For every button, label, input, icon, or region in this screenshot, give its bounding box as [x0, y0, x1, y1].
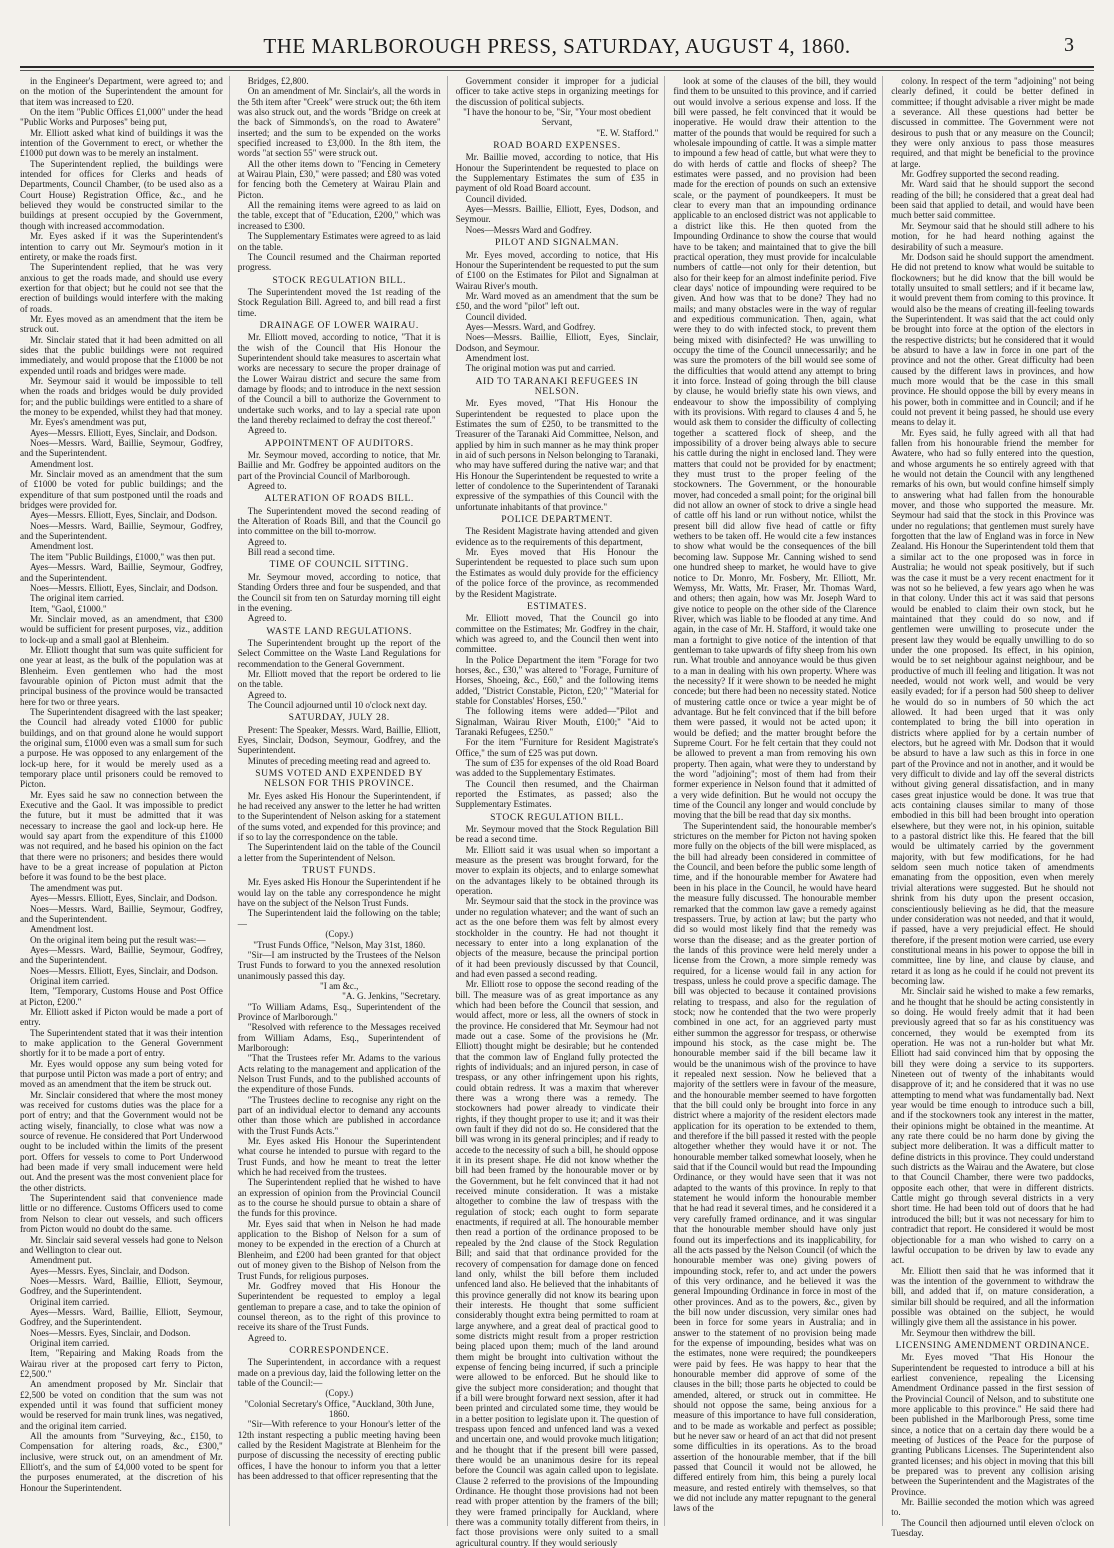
column-4 [673, 76, 883, 1526]
paragraph: Agreed to. [247, 689, 287, 700]
paragraph: Mr. Ward moved as an amendment that the sum be £50, and the word "pilot" left out. [455, 290, 659, 312]
paragraph: An amendment proposed by Mr. Sinclair that £2,500 be voted on condition that the sum was not expended until it was found that sufficient money would be reserved for main trunk lines, was negatived, and the original item carried. [20, 1379, 223, 1431]
paragraph: "To William Adams, Esq., Superintendent of the Province of Marlborough." [237, 1001, 441, 1022]
paragraph: The Superintendent said, the honourable member's strictures on the member for Picton not having spoken more fully on the objects of the bill were misplaced, as the bill had already been considered in committee of the Council, and been before the public some length of time, and if the honourable member for Awatere had been in his place in the Council, he would have heard the measure fully discussed. The honourable member remarked that the common law gave a remedy against trespassers. True, by action at law; but the party who did so would most likely find that the remedy was worse than the disease; and as the greater portion of the lands of this province were held merely under a license from the Crown, a more simple remedy was required, for a license would fail in any action for trespass, unless he could prove a specific damage. The bill was objected to because it contained provisions relating to trespass, and also for the regulation of stock; now he contended that the two were properly combined in one act, for an aggrieved party must either summon the aggressor for trespass, or otherwise impound his stock, as the case might be. The honourable member said if the bill became law it would be the unanimous wish of the province to have it repealed next session. Now he believed that a majority of the settlers were in favour of the measure, and the honourable member seemed to have forgotten that the bill could only be brought into force in any district where a majority of the resident electors made application for its operation to be extended to them, and therefore if the bill passed it rested with the people altogether whether they would have it or not. The honourable member talked somewhat loosely, when he said that if the Council would but read the Impounding Ordinance, or they would have seen that it was not adapted to the wants of this province. In reply to that statement he would inform the honourable member that he had read it several times, and he considered it a very carefully framed ordinance, and it was singular that the honourable member should have only just found out its imperfections and its inapplicability, for all the acts passed by the Nelson Council (of which the honourable member was one) giving powers of impounding stock, refer to, and act under the powers of this very ordinance, and he believed it was the general Impounding Ordinance in force in most of the other provinces. And as to the powers, &c., given by the bill now under discussion, very similar ones had been in force for some years in Australia; and in answer to the statement of no provision being made for the expense of impounding, besides what was on the estimates, none were required; the poundkeepers were paid by fees. He was happy to hear that the honourable member did approve of some of the clauses in the bill; those parts he objected to could be amended, altered, or struck out in committee. He should not oppose the same, being anxious for a measure of this importance to have full consideration, and to be made as workable and perfect as possible; but he never saw or heard of an act that did not present some difficulties in its operations. As to the broad assertion of the honourable member, that if the bill passed that Council it would not be allowed, he differed entirely from him, this being a purely local measure, and rested entirely with themselves, so that we did not include any matter repugnant to the general laws of the [673, 820, 877, 1514]
paragraph: Mr. Godfrey moved that His Honour the Superintendent be requested to employ a legal gentleman to prepare a case, and to take the opinion of counsel thereon, as to the right of this province to receive its share of the Trust Funds. [237, 1280, 441, 1333]
paragraph: Mr. Elliott rose to oppose the second reading of the bill. The measure was of as great importance as any which had been before the Council that session, and would affect, more or less, all the owners of stock in the province. He considered that Mr. Seymour had not made out a case. Some of the provisions he (Mr. Elliott) thought might be desirable; but he contended that the common law of England fully protected the rights of individuals; and an injured person, in case of trespass, or any other infringement upon his rights, could obtain redress. It was a maxim that wherever there was a wrong there was a remedy. The stockowners had power already to vindicate their rights, if they thought proper to use it; and it was their own fault if they did not do so. He considered that the bill was wrong in its general principles; and if ready to accede to the necessity of such a bill, he should oppose it in its present shape. He did not know whether the bill had been framed by the honourable mover or by the Government, but he felt convinced that it had not received minute consideration. It was a mistake altogether to combine the law of trespass with the regulation of stock; each ought to form separate enactments, if required at all. The honourable member then read a portion of the ordinance proposed to be repealed by the 2nd clause of the Stock Regulation Bill; and said that that ordinance provided for the recovery of compensation for damage done on fenced land only, whilst the bill before them included unfenced land also. He believed that the inhabitants of this province generally did not know its bearing upon their interests. He thought that some sufficient considerably thought extra being permitted to roam at large anywhere, and a great deal of practical good to some districts might result from a proper restriction being placed upon them; much of the land around them might be brought into cultivation without the expense of fencing being incurred, if such a principle were allowed to be enforced. But he should like to give the subject more consideration; and thought that if a bill were brought forward next session, after it had been printed and circulated some time, they would be in a better position to legislate upon it. The question of trespass upon fenced and unfenced land was a vexed and uncertain one, and would provoke much litigation; and he thought that if the present bill were passed, there would be an unanimous desire for its repeal before the Council was again called upon to legislate. Clause 2 referred to the provisions of the Impounding Ordinance. He thought those provisions had not been read with proper attention by the framers of the bill; they were framed principally for Auckland, where there was a community totally different from theirs, in fact those provisions were only suited to a small agricultural country. If they would seriously [455, 979, 659, 1548]
paragraph: Item, "Gaol, £1000." [30, 603, 107, 614]
paragraph: Noes—Messrs. Baillie, Elliott, Eyes, Sinclair, Dodson, and Seymour. [455, 332, 659, 353]
paragraph: "I have the honour to be, "Sir, "Your most obedient Servant, [463, 107, 651, 128]
paragraph: Bridges, £2,800. [247, 76, 309, 86]
paragraph: The Council then resumed, and the Chairman reported the Estimates, as passed; also the Supplementary Estimates. [455, 778, 659, 810]
paragraph: Mr. Elliott thought that sum was quite sufficient for one year at least, as the bulk of the population was at Blenheim. Even gentlemen who had the most favourable opinion of Picton must admit that the principal business of the province would be transacted here for two or three years. [20, 644, 223, 707]
newspaper-title: THE MARLBOROUGH PRESS, SATURDAY, AUGUST 4, 1860. [263, 34, 851, 58]
paragraph: Mr. Dodson said he should support the amendment. He did not pretend to know what would be suitable to flockowners; but he did know that the bill would be totally unsuited to small settlers; and if it became law, it would prevent them from coming to this province. It would also be the means of creating ill-feeling towards the Superintendent. It was said that the act could only be brought into force at the option of the electors in the respective districts; but he considered that it would be absurd to have a law in force in one part of the province and not the other. Great difficulty had been caused by the different laws in provinces, and how much more would that be the case in this small province. He should oppose the bill by every means in his power, both in committee and in Council; and if he could not prevent it being passed, he should use every means to delay it. [891, 251, 1094, 428]
paragraph: Mr. Eyes moved as an amendment that the item be struck out. [20, 313, 223, 335]
paragraph: Amendment put. [30, 1255, 92, 1266]
paragraph: Amendment lost. [465, 352, 529, 363]
paragraph: Government consider it improper for a judicial officer to take active steps in organizing meetings for the discussion of political subjects. [455, 76, 659, 107]
paragraph: Mr. Eyes said that when in Nelson he had made application to the Bishop of Nelson for a sum of money to be expended in the erection of a Church at Blenheim, and £200 had been granted for that object out of money given to the Bishop of Nelson from the Trust Funds, for religious purposes. [237, 1218, 441, 1281]
paragraph: Agreed to. [247, 1332, 287, 1343]
paragraph: Agreed to. [247, 613, 287, 624]
paragraph: Mr. Ward said that he should support the second reading of the bill; he considered that a great deal had been said that applied to detail, and would have been much better said committee. [891, 179, 1094, 221]
paragraph: Ayes—Messrs. Elliott, Eyes, Sinclair, and Dodson. [30, 427, 218, 438]
paragraph: The amendment was put. [30, 882, 123, 893]
paragraph: (Copy.) [325, 929, 354, 940]
paragraph: All the other items down to "Fencing in Cemetery at Wairau Plain, £30," were passed; and £80 was voted for fencing both the Cemetery at Wairau Plain and Picton. [237, 158, 441, 200]
paragraph: Mr. Elliott moved, according to notice, "That it is the wish of the Council that His Honour the Superintendent should take measures to ascertain what works are necessary to secure the proper drainage of the Lower Wairau district and secure the same from damage by floods; and to introduce in the next session of the Council a bill to authorize the Government to undertake such works, and to lay a special rate upon the land thereby reclaimed to defray the cost thereof." [237, 332, 441, 425]
paragraph: Item, "Repairing and Making Roads from the Wairau river at the proposed cart ferry to Picton, £2,500." [20, 1348, 223, 1379]
paragraph: Minutes of preceding meeting read and agreed to. [247, 755, 431, 766]
paragraph: "The Trustees decline to recognise any right on the part of an individual elector to demand any accounts other than those which are published in accordance with the Trust Funds Acts." [237, 1094, 441, 1136]
paragraph: The Superintendent replied, that he was very anxious to get the roads made, and should use every exertion for that object; but he could not see that the erection of buildings would interfere with the making of roads. [20, 262, 223, 314]
paragraph: Mr. Sinclair said he wished to make a few remarks, and he thought that he should be acting consistently in so doing. He would freely admit that it had been previously agreed that so far as his constituency was concerned, they would be exempted from its operation. He was not a run-holder but what Mr. Elliott had said convinced him that by opposing the bill they were doing a service to its supporters. Nineteen out of twenty of the inhabitants would disapprove of it; and he considered that it was no use attempting to mend what was fundamentally bad. Next year would be time enough to introduce such a bill, and if the stockowners took any interest in the matter, their opinions might be obtained in the meantime. At any rate there could be no harm done by giving the subject more deliberation. It was a difficult matter to define districts in this province. They could understand such districts as the Wairau and the Awatere, but close to that Council Chamber, there were two paddocks, opposite each other, that were in different districts. Cattle might go through several districts in a very short time. He had been told out of doors that he had introduced the bill; but it was not necessary for him to contradict that report. He considered it would be most objectionable for a man who wished to carry on a lawful occupation to be driven by law to evade any act. [891, 986, 1094, 1266]
paragraph: Agreed to. [247, 425, 287, 436]
paragraph: Ayes—Messrs. Elliott, Eyes, Sinclair, and Dodson. [30, 510, 218, 521]
paragraph: The Resident Magistrate having attended and given evidence as to the requirements of this department, [455, 526, 659, 547]
paragraph: For the item "Furniture for Resident Magistrate's Office," the sum of £25 was put down. [455, 737, 659, 758]
paragraph: Mr. Seymour said it would be impossible to tell when the roads and bridges would be duly provided for; and the public buildings were entitled to a share of the money to be expended, whilst they had that money. [20, 375, 223, 417]
paragraph: Ayes—Messrs. Baillie, Elliott, Eyes, Dodson, and Seymour. [455, 204, 659, 225]
paragraph: Mr. Elliott said it was usual when so important a measure as the present was brought forward, for the mover to explain its objects, and to enlarge somewhat on the advantages likely to be obtained through its operation. [455, 844, 659, 897]
paragraph: Mr. Eyes would oppose any sum being voted for that purpose until Picton was made a port of entry; and moved as an amendment that the item be struck out. [20, 1058, 223, 1090]
section-heading: SUMS VOTED AND EXPENDED BY NELSON FOR THIS PROVINCE. [255, 768, 424, 790]
paragraph: Ayes—Messrs. Eyes, Sinclair, and Dodson. [30, 1265, 190, 1276]
paragraph: Noes—Messrs. Ward, Baillie, Seymour, Godfrey, and the Superintendent. [20, 903, 223, 924]
paragraph: Mr. Eyes moved that His Honour the Superintendent be requested to place such sum upon the Estimates as would duly provide for the efficiency of the police force of the province, as recommended by the Resident Magistrate. [455, 547, 659, 599]
paragraph: Mr. Eyes asked His Honour the Superintendent if he would lay on the table any correspondence he might have on the subject of the Nelson Trust Funds. [237, 877, 441, 909]
column-3 [455, 76, 666, 1548]
paragraph: Council divided. [465, 311, 527, 322]
paragraph: "Sir—I am instructed by the Trustees of the Nelson Trust Funds to forward to you the annexed resolution unanimously passed this day. [237, 949, 441, 981]
section-heading: ALTERATION OF ROADS BILL. [264, 493, 414, 505]
paragraph: The Superintendent brought up the report of the Select Committee on the Waste Land Regulations for recommendation to the General Government. [237, 637, 441, 669]
paragraph: Mr. Elliott moved, That the Council go into committee on the Estimates; Mr. Godfrey in the chair, which was agreed to, and the Council then went into committee. [455, 613, 659, 655]
paragraph: Mr. Eyes said, he fully agreed with all that had fallen from his honourable friend the member for Awatere, who had so fully entered into the question, and whose arguments he so entirely agreed with that he would not detain the Council with any lengthened remarks of his own, but would confine himself simply to answering what had fallen from the honourable mover, and those who supported the measure. Mr. Seymour had said that the stock in this Province was under no regulations; that gentlemen must surely have forgotten that the law of England was in force in New Zealand. His Honour the Superintendent told them that a similar act to the one proposed was in force in Australia; he would not speak positively, but if such was the case it must be a very recent enactment for it was not so he believed, a few years ago when he was in that colony. Under this act it was said that persons would be enabled to claim their own stock, but he maintained that they could do so now, and if gentlemen were unwilling to prosecute under the present law they would be equally unwilling to do so under the one proposed. Its effect, in his opinion, would be to set neighbour against neighbour, and be productive of much ill feeling and litigation. It was not needed, would not work well, and would be very easily evaded; for if a person had 500 sheep to deliver he would do so in numbers of 50 which the act allowed. It had been urged that it was only contemplated to bring the bill into operation in districts where applied for by a certain number of electors, but he agreed with Mr. Dodson that it would be absurd to have a law such as this in force in one part of the Province and not in another, and it would be very difficult to divide and lay off the several districts without giving general dissatisfaction, and in many cases great injustice would be done. It was true that acts containing clauses similar to many of those embodied in this bill had been brought into operation elsewhere, but they were not, in his opinion, suitable to a pastoral district like this. He feared that the bill would be ultimately carried by the government majority, with but few modifications, for he had seldom seen much notice taken of amendments emanating from the opposition, even when merely trivial alterations were suggested. But he should not shrink from his duty upon the present occasion, conscientiously believing as he did, that the measure under consideration was not needed, and that it would, if passed, have a very prejudicial effect. He should therefore, if the present motion were carried, use every constitutional means in his power to oppose the bill in committee, line by line, and clause by clause, and retard it as long as he could if he could not prevent its becoming law. [891, 427, 1094, 986]
paragraph: Mr. Eyes asked His Honour the Superintendent, if he had received any answer to the letter he had written to the Superintendent of Nelson asking for a statement of the sums voted, and expended for this province; and if so to lay the correspondence on the table. [237, 790, 441, 843]
paragraph: Ayes—Messrs. Elliott, Eyes, Sinclair, and Dodson. [30, 893, 218, 904]
paragraph: The Superintendent replied that he wished to have an expression of opinion from the Provincial Council as to the course he should pursue to obtain a share of the funds for this province. [237, 1177, 441, 1219]
paragraph: The Superintendent, in accordance with a request made on a previous day, laid the following letter on the table of the Council:— [237, 1357, 441, 1388]
section-heading: STOCK REGULATION BILL. [490, 811, 624, 823]
paragraph: Mr. Eyes moved, according to notice, that His Honour the Superintendent be requested to put the sum of £100 on the Estimates for Pilot and Signalman at Wairau River's mouth. [455, 249, 659, 291]
paragraph: Mr. Elliott then said that he was informed that it was the intention of the government to withdraw the bill, and added that if, on mature consideration, a similar bill should be required, and all the information possible was obtained on the subject, he would willingly give them all the assistance in his power. [891, 1265, 1094, 1328]
paragraph: Council divided. [465, 193, 527, 204]
paragraph: The following items were added—"Pilot and Signalman, Wairau River Mouth, £100;" "Aid to Taranaki Refugees, £250." [455, 706, 659, 737]
paragraph: The original item carried. [30, 593, 124, 604]
paragraph: Mr. Eyes moved, "That His Honour the Superintendent be requested to place upon the Estimates the sum of £250, to be transmitted to the Treasurer of the Taranaki Aid Committee, Nelson, and applied by him in such manner as he may think proper in aid of such persons in Nelson belonging to Taranaki, who may have suffered during the native war; and that His Honour the Superintendent be requested to write a letter of condolence to the Superintendent of Taranaki expressive of the sympathies of this Council with the unfortunate inhabitants of that province." [455, 398, 659, 512]
paragraph: The Superintendent said that convenience made little or no difference. Customs Officers used to come from Nelson to clear out vessels, and such officers from Picton would no doubt do the same. [20, 1193, 223, 1235]
paragraph: Mr. Eyes asked His Honour the Superintendent what course he intended to pursue with regard to the Trust Funds, and how he meant to treat the letter which he had received from the trustees. [237, 1136, 441, 1178]
paragraph: All the amounts from "Surveying, &c., £150, to Compensation for altering roads, &c., £300," inclusive, were struck out, on an amendment of Mr. Elliott's, and the sum of £4,000 voted to be spent for the purposes enumerated, at the discretion of his Honour the Superintendent. [20, 1431, 223, 1493]
paragraph: Mr. Baillie seconded the motion which was agreed to. [891, 1497, 1094, 1518]
paragraph: In the Police Department the item "Forage for two horses, &c., £30," was altered to "Forage, Furniture of Horses, Shoeing, &c., £60," and the following items added, "District Constable, Picton, £20;" "Material for stable for Constables' Horses, £50." [455, 654, 659, 706]
paragraph: Mr. Eyes said he saw no connection between the Executive and the Gaol. It was impossible to predict the future, but it must be admitted that it was necessary to increase the gaol and lock-up here. He would say apart from the expenditure of this £1000 was not required, and he based his opinion on the fact that there were no prisoners; and besides there would have to be a great increase of population at Picton before it was found to be the best place. [20, 789, 223, 883]
paragraph: Mr. Seymour said that the stock in the province was under no regulation whatever; and the want of such an act as the one before them was felt by almost every stockholder in the country. He had not thought it necessary to enter into a long explanation of the objects of the measure, because the principal portion of it had been previously discussed by that Council, and had even passed a second reading. [455, 896, 659, 979]
paragraph: Amendment lost. [30, 541, 94, 552]
section-heading: CORRESPONDENCE. [289, 1344, 390, 1356]
paragraph: The Superintendent moved the second reading of the Alteration of Roads Bill, and that the Council go into committee on the bill to-morrow. [237, 505, 441, 537]
paragraph: Amendment lost. [30, 458, 94, 469]
section-heading: STOCK REGULATION BILL. [272, 274, 407, 286]
paragraph: colony. In respect of the term "adjoining" not being clearly defined, it could be better defined in committee; if thought advisable a river might be made a severance. All these questions had better be discussed in committee. The Government were not desirous to push that or any measure on the Council; they were only anxious to pass those measures required, and that might be beneficial to the province at large. [891, 76, 1094, 169]
paragraph: On the original item being put the result was:— [30, 934, 206, 945]
paragraph: Mr. Eyes's amendment was put, [30, 417, 147, 428]
paragraph: All the remaining items were agreed to as laid on the table, except that of "Education, £200," which was increased to £300. [237, 200, 441, 231]
paragraph: The Superintendent stated that it was their intention to make application to the General Government shortly for it to be made a port of entry. [20, 1027, 223, 1059]
paragraph: Mr. Seymour then withdrew the bill. [901, 1327, 1036, 1338]
paragraph: Mr. Sinclair stated that it had been admitted on all sides that the public buildings were not required immediately, and would propose that the £1000 be not expended until roads and bridges were made. [20, 334, 223, 376]
paragraph: The Supplementary Estimates were agreed to as laid on the table. [237, 231, 441, 252]
section-heading: WASTE LAND REGULATIONS. [266, 625, 413, 637]
paragraph: The sum of £35 for expenses of the old Road Board was added to the Supplementary Estimates. [455, 758, 659, 779]
paragraph: Bill read a second time. [247, 547, 335, 558]
paragraph: Mr. Elliott asked what kind of buildings it was the intention of the Government to erect, or whether the £1000 put down was to be merely an instalment. [20, 127, 223, 159]
paragraph: "Resolved with reference to the Messages received from William Adams, Esq., Superintendent of Marlborough: [237, 1022, 441, 1053]
paragraph: Noes—Messrs. Eyes, Sinclair, and Dodson. [30, 1327, 191, 1338]
section-heading: TIME OF COUNCIL SITTING. [269, 559, 409, 571]
paragraph: Mr. Sinclair moved, as an amendment, that £300 would be sufficient for present purposes, viz., addition to lock-up and a small gaol at Blenheim. [20, 613, 223, 645]
paragraph: Item, "Temporary, Customs House and Post Office at Picton, £200." [20, 986, 223, 1007]
section-heading: AID TO TARANAKI REFUGEES IN NELSON. [475, 375, 639, 397]
paragraph: Amendment lost. [30, 924, 94, 935]
section-heading: ESTIMATES. [526, 600, 588, 612]
paragraph: Original item carried. [30, 1337, 110, 1348]
paragraph: Mr. Elliott moved that the report be ordered to lie on the table. [237, 668, 441, 690]
paragraph: The Council resumed and the Chairman reported progress. [237, 251, 441, 273]
paragraph: "Trust Funds Office, "Nelson, May 31st, 1860. [253, 939, 426, 950]
paragraph: The Superintendent laid on the table of the Council a letter from the Superintendent of Nelson. [237, 842, 441, 863]
paragraph: Mr. Seymour moved, according to notice, that Mr. Baillie and Mr. Godfrey be appointed auditors on the part of the Provincial Council of Marlborough. [237, 450, 441, 481]
paragraph: The Superintendent laid the following on the table;— [237, 908, 441, 929]
paragraph: Noes—Messrs. Elliott, Eyes, Sinclair, and Dodson. [30, 582, 218, 593]
section-heading: SATURDAY, JULY 28. [288, 712, 390, 724]
paragraph: The Council adjourned until 10 o'clock next day. [247, 699, 427, 710]
paragraph: Present: The Speaker, Messrs. Ward, Baillie, Elliott, Eyes, Sinclair, Dodson, Seymour, Godfrey, and the Superintendent. [237, 724, 441, 756]
paragraph: Ayes—Messrs. Ward, Baillie, Elliott, Seymour, Godfrey, and the Superintendent. [20, 1306, 223, 1328]
paragraph: The original motion was put and carried. [465, 363, 616, 374]
paragraph: "Colonial Secretary's Office, "Auckland, 30th June, 1860. [244, 1398, 435, 1419]
paragraph: Original item carried. [30, 1296, 110, 1307]
section-heading: TRUST FUNDS. [302, 865, 377, 877]
paragraph: Mr. Sinclair said several vessels had gone to Nelson and Wellington to clear out. [20, 1234, 223, 1255]
paragraph: Agreed to. [247, 536, 287, 547]
paragraph: in the Engineer's Department, were agreed to; and on the motion of the Superintendent the amount for that item was increased to £20. [20, 76, 223, 107]
header-rule [20, 66, 1094, 68]
paragraph: "E. W. Stafford." [596, 127, 659, 138]
paragraph: Noes—Messrs Ward and Godfrey. [465, 224, 592, 235]
paragraph: On the item "Public Offices £1,000" under the head "Public Works and Purposes" being put, [20, 107, 223, 128]
paragraph: Mr. Seymour moved, according to notice, that Standing Orders three and four be suspended, and that the Council sit from ten on Saturday morning till eight in the evening. [237, 571, 441, 613]
paragraph: The Superintendent disagreed with the last speaker; the Council had already voted £1000 for public buildings, and on that ground alone he would support the original sum, £1000 even was a small sum for such a purpose. He was opposed to any enlargement of the lock-up here, for it would be merely used as a temporary place until prisoners could be removed to Picton. [20, 706, 223, 790]
paragraph: Mr. Eyes moved "That His Honour the Superintendent be requested to introduce a bill at his earliest convenience, repealing the Licensing Amendment Ordinance passed in the first session of the Provincial Council of Nelson, and to substitute one more applicable to this province." He said there had been published in the Marlborough Press, some time since, a notice that on a certain day there would be a meeting of Justices of the Peace for the purpose of granting Publicans Licenses. The Superintendent also granted licenses; and his object in moving that this bill be prepared was to prevent any collision arising between the Superintendent and the Magistrates of the Province. [891, 1352, 1094, 1497]
paragraph: Mr. Eyes asked if it was the Superintendent's intention to carry out Mr. Seymour's motion in it entirety, or make the roads first. [20, 231, 223, 262]
paragraph: Mr. Sinclair considered that where the most money was received for customs duties was the place for a port of entry; and that the Government would not be acting wisely, financially, to close what was now a source of revenue. He considered that Port Underwood ought to be included within the limits of the present port. Offers for vessels to come to Port Underwood had been made if very small inducement were held out. And the present was the most convenient place for the other districts. [20, 1089, 223, 1193]
paragraph: The Superintendent moved the 1st reading of the Stock Regulation Bill. Agreed to, and bill read a first time. [237, 286, 441, 318]
paragraph: Noes—Messrs. Ward, Baillie, Seymour, Godfrey, and the Superintendent. [20, 520, 223, 542]
section-heading: POLICE DEPARTMENT. [501, 514, 613, 526]
paragraph: Ayes—Messrs. Ward, and Godfrey. [465, 321, 596, 332]
paragraph: (Copy.) [325, 1388, 354, 1399]
paragraph: Ayes—Messrs. Ward, Baillie, Seymour, Godfrey, and the Superintendent. [20, 944, 223, 966]
paragraph: "I am &c., [319, 980, 359, 991]
paragraph: Mr. Baillie moved, according to notice, that His Honour the Superintendent be requested to place on the Supplementary Estimates the sum of £35 in payment of old Road Board account. [455, 152, 659, 194]
masthead [0, 34, 1114, 64]
paragraph: "Sir—With reference to your Honour's letter of the 12th instant respecting a public meeting having been called by the Resident Magistrate at Blenheim for the purpose of discussing the necessity of erecting public offices, I have the honour to inform you that a letter has been addressed to that officer representing that the [237, 1419, 441, 1482]
section-heading: LICENSING AMENDMENT ORDINANCE. [895, 1339, 1090, 1351]
section-heading: ROAD BOARD EXPENSES. [493, 140, 621, 152]
paragraph: The Superintendent replied, the buildings were intended for offices for Clerks and heads of Departments, Council Chamber, (to be used also as a Court House) Registration Office, &c., and he believed they would be constructed similar to the buildings at present occupied by the Government, though with increased accommodation. [20, 158, 223, 231]
paragraph: Mr. Sinclair moved as an amendment that the sum of £1000 be voted for public buildings; and the expenditure of that sum postponed until the roads and bridges were provided for. [20, 469, 223, 511]
paragraph: Original item carried. [30, 975, 110, 986]
paragraph: Noes—Messrs. Elliott, Eyes, Sinclair, and Dodson. [30, 965, 218, 976]
header-rule-thin [20, 70, 1094, 71]
section-heading: DRAINAGE OF LOWER WAIRAU. [259, 319, 419, 331]
paragraph: "That the Trustees refer Mr. Adams to the various Acts relating to the management and application of the Nelson Trust Funds, and to the published accounts of the expenditure of those Funds. [237, 1053, 441, 1095]
paragraph: Agreed to. [247, 481, 287, 492]
paragraph: The Council then adjourned until eleven o'clock on Tuesday. [891, 1517, 1094, 1539]
paragraph: Noes—Messrs. Ward, Baillie, Elliott, Seymour, Godfrey, and the Superintendent. [20, 1275, 223, 1297]
paragraph: Mr. Elliott asked if Picton would be made a port of entry. [20, 1006, 223, 1028]
column-5 [891, 76, 1094, 1539]
paragraph: Noes—Messrs. Ward, Baillie, Seymour, Godfrey, and the Superintendent. [20, 438, 223, 459]
columns [20, 76, 1094, 1548]
paragraph: Mr. Seymour said that he should still adhere to his motion, for he had heard nothing against the desirability of such a measure. [891, 220, 1094, 252]
paragraph: Mr. Godfrey supported the second reading. [901, 169, 1060, 180]
section-heading: APPOINTMENT OF AUDITORS. [264, 437, 414, 449]
section-heading: PILOT AND SIGNALMAN. [494, 237, 619, 249]
paragraph: Mr. Seymour moved that the Stock Regulation Bill be read a second time. [455, 824, 659, 845]
column-2 [238, 76, 448, 1526]
paragraph: look at some of the clauses of the bill, they would find them to be unsuited to this province, and if carried out would involve a serious expense and loss. If the bill were passed, he felt convinced that it would be inoperative. He would draw their attention to the matter of the pounds that would be required for such a wholesale impounding of cattle. It was a simple matter to impound a few head of cattle, but what were they to do with herds of cattle and flocks of sheep? The estimates were passed, and no provision had been made for the erection of pounds on such an extensive scale, or the payment of poundkeepers. It must be clear to every man that an impounding ordinance applicable to an enclosed district was not applicable to a district like this. He then quoted from the Impounding Ordinance to show the course that would have to be taken; and maintained that to give the bill practical operation, they must provide for incalculable numbers of cattle—not only for their detention, but also for their keep for an almost indefinite period. Five clear days' notice of impounding were required to be given. And how was that to be done? They had no mails; and many obstacles were in the way of regular and expeditious communication. Then, again, what were they to do with infected stock, to prevent them being mixed with disinfected? He was unwilling to occupy the time of the Council unnecessarily; and he was sure the promoters of the bill would see some of the difficulties that would attend any attempt to bring it into force. Instead of going through the bill clause by clause, he would briefly state his own views, and endeavour to show the impossibility of complying with its provisions. With regard to clauses 4 and 5, he would ask them to consider the difficulty of collecting together a scattered flock of sheep, and the impossibility of a drover being always able to secure his cattle during the night in enclosed land. They were matters that could not be provided for by enactment; they must trust to the proper feeling of the stockowners. The Government, or the honourable mover, had conceded a small point; for the original bill did not allow an owner of stock to drive a single head of cattle off his land or run without notice, whilst the present bill did allow five head of cattle or fifty wethers to be taken off. He would cite a few instances to show what would be the consequences of the bill becoming law. Suppose Mr. Canning wished to send one hundred sheep to market, he would have to give notice to Dr. Monro, Mr. Fosbery, Mr. Elliott, Mr. Wemyss, Mr. Watts, Mr. Fraser, Mr. Thomas Ward, and others; then again, how was Mr. Joseph Ward to give notice to people on the other side of the Clarence River, which was liable to be flooded at any time. And again, in the case of Mr. H. Stafford, it would take one man a fortnight to give notice of the intention of that gentleman to take upwards of fifty sheep from his own run. What trouble and annoyance would be thus given to a man in dealing with his own property. Where was the necessity? If it were shown to be needed he might concede; but there had been no necessity stated. Notice of mustering cattle once or twice a year might be of advantage. But he felt convinced that if the bill before them were passed, it would not be acted upon; it would be defied; and the matter brought before the Supreme Court. For he felt certain that they could not be allowed to prevent a man from removing his own property. Then again, what were they to understand by the word "adjoining"; most of them had from their former experience in Nelson found that it admitted of a very wide definition. But he would not occupy the time of the Council any longer and would conclude by moving that the bill be read that day six months. [673, 76, 877, 821]
paragraph: The item "Public Buildings, £1000," was then put. [30, 551, 216, 562]
paragraph: Ayes—Messrs. Ward, Baillie, Seymour, Godfrey, and the Superintendent. [20, 562, 223, 583]
paragraph: On an amendment of Mr. Sinclair's, all the words in the 5th item after "Creek" were struck out; the 6th item was also struck out, and the words "Bridge on creek at the back of Simmonds's, on the road to Awatere" inserted; and the sum to be expended on the works specified increased to £3,000. In the 8th item, the words "at section 55" were struck out. [237, 86, 441, 159]
page-number: 3 [1064, 34, 1074, 56]
paragraph: "A. G. Jenkins, "Secretary. [342, 991, 441, 1002]
column-1 [20, 76, 230, 1526]
